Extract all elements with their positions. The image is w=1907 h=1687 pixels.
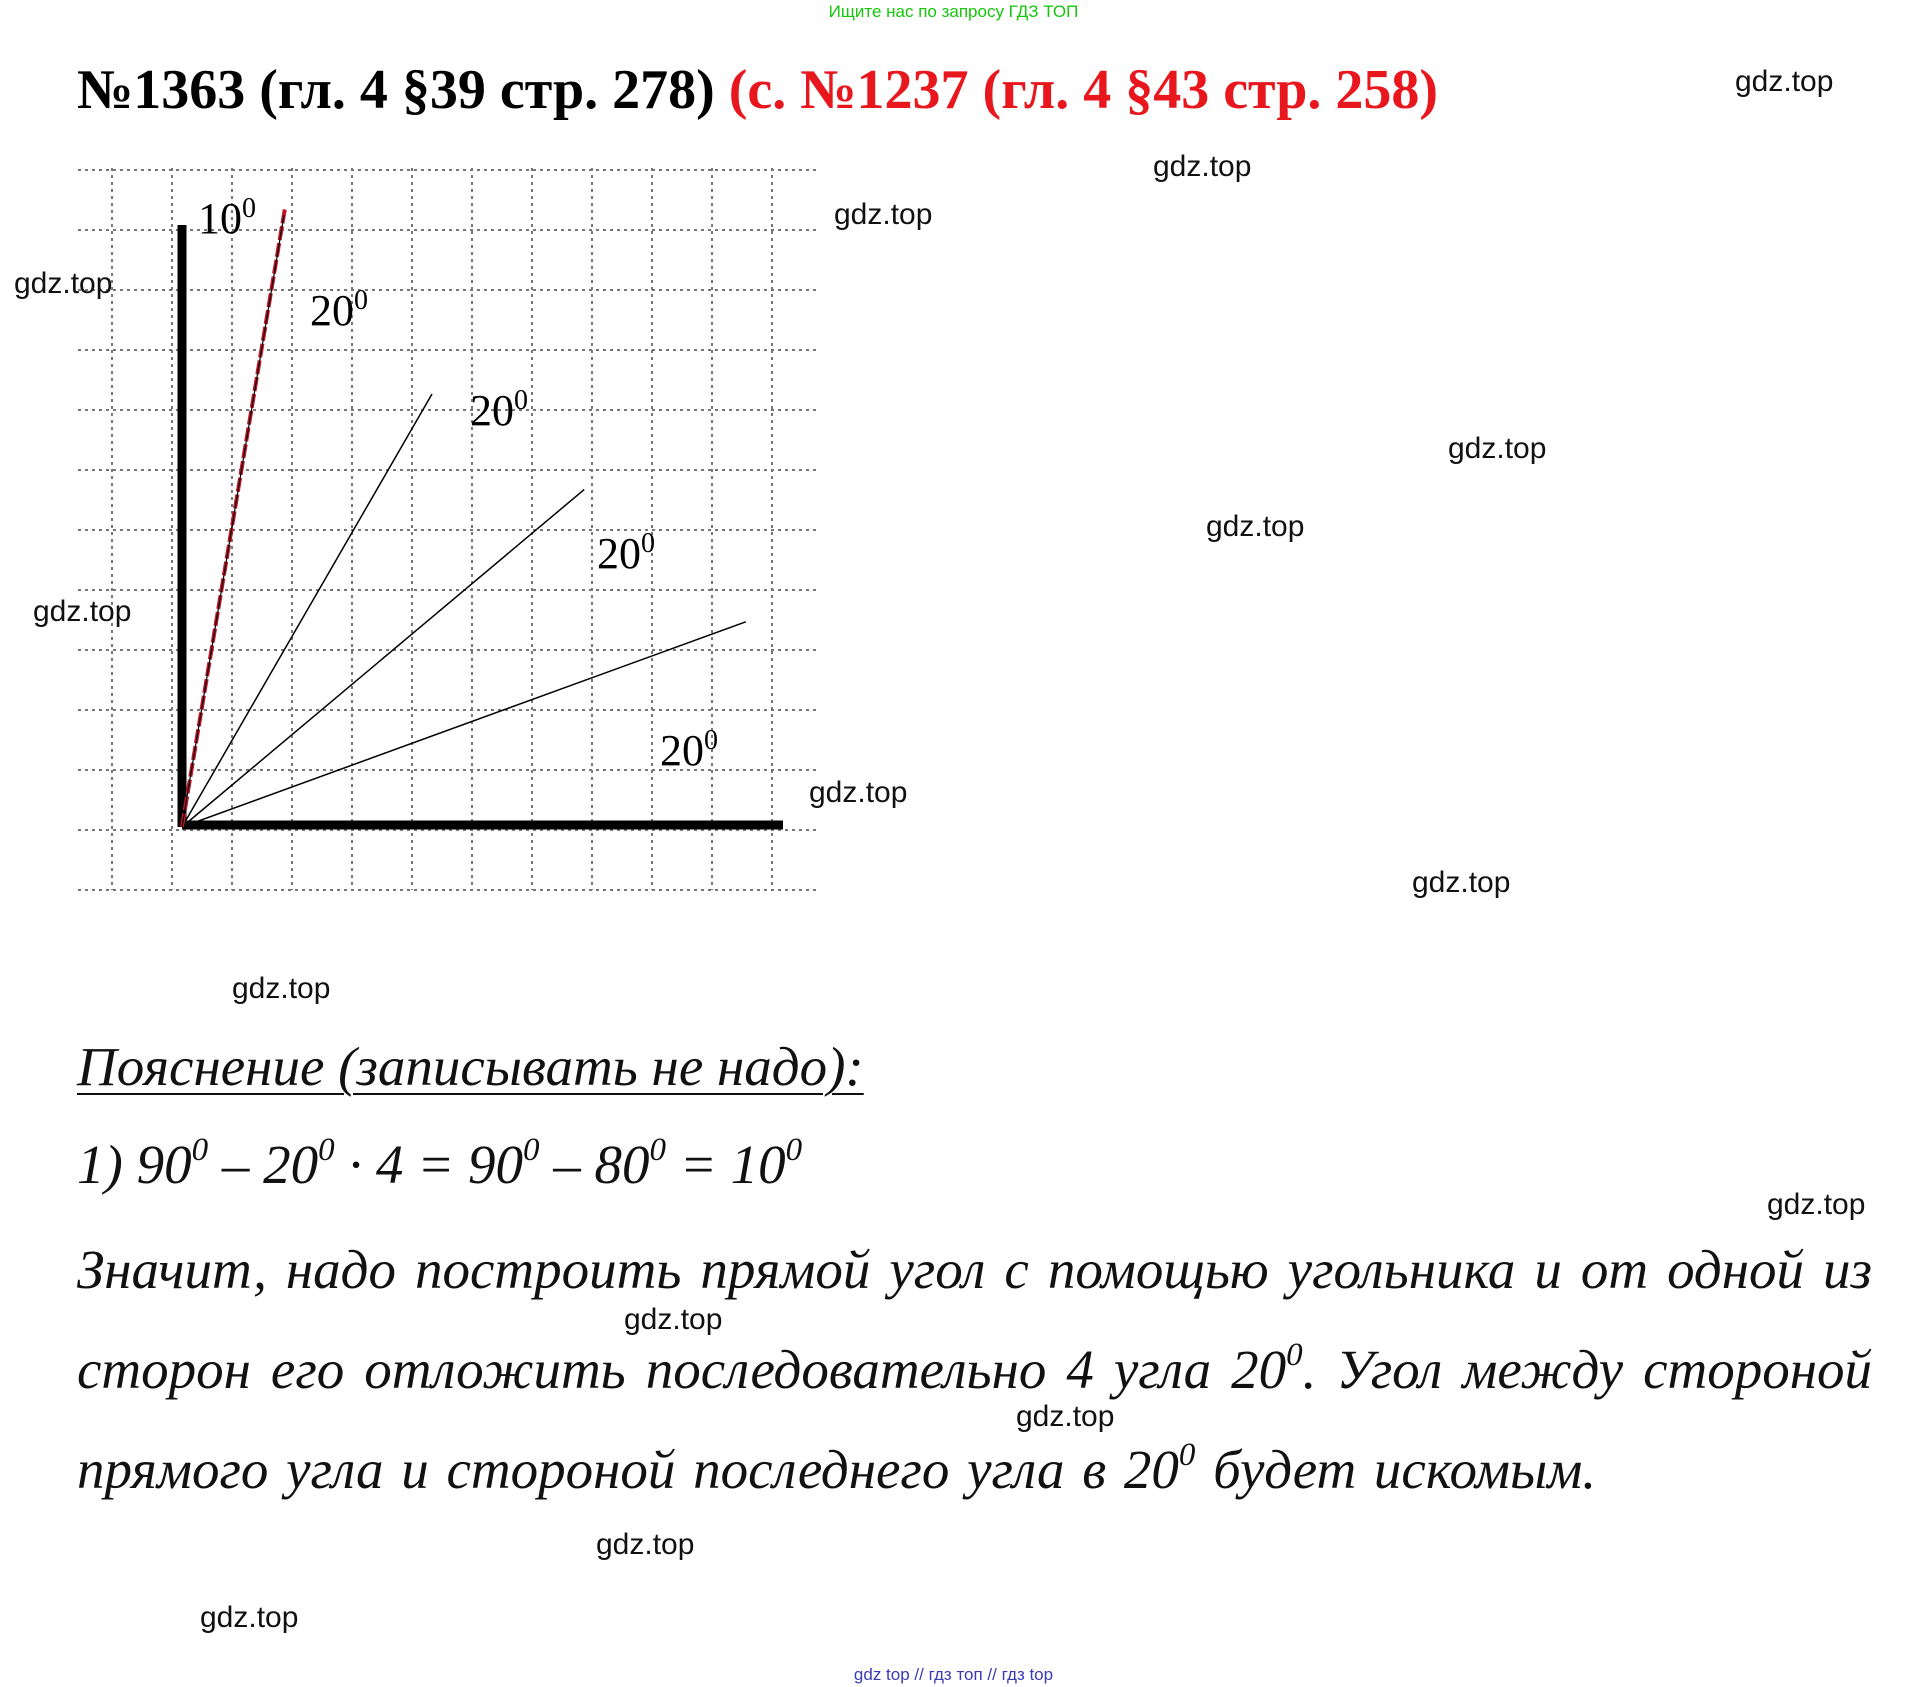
angle-label-20-b: $20^0$ <box>470 385 528 435</box>
ray-40-degree <box>182 490 584 827</box>
calculation-line: 1) $90^0 - 20^0 \cdot 4 = 90^0 - 80^0 = 10^0$ <box>77 1131 803 1195</box>
angle-construction-diagram <box>70 160 830 905</box>
watermark: gdz.top <box>1767 1188 1866 1221</box>
title-alt: (с. №1237 (гл. 4 §43 стр. 258) <box>728 59 1439 121</box>
explanation-heading: Пояснение (записывать не надо): <box>77 1036 864 1097</box>
watermark: gdz.top <box>596 1528 695 1561</box>
watermark: gdz.top <box>14 267 113 300</box>
watermark: gdz.top <box>200 1601 299 1634</box>
watermark: gdz.top <box>33 595 132 628</box>
angle-label-20-c: $20^0$ <box>597 528 655 578</box>
watermark: gdz.top <box>1412 866 1511 899</box>
search-hint-link[interactable]: Ищите нас по запросу ГДЗ ТОП <box>828 2 1079 21</box>
ray-20-degree <box>182 622 746 827</box>
watermark: gdz.top <box>809 776 908 809</box>
footer-links[interactable]: gdz top // гдз топ // гдз top <box>853 1665 1054 1684</box>
watermark: gdz.top <box>1735 65 1834 98</box>
page-title <box>77 58 1438 122</box>
angle-label-20-d: $20^0$ <box>660 725 718 775</box>
angle-label-10: $10^0$ <box>198 193 256 243</box>
watermark: gdz.top <box>624 1303 723 1336</box>
title-main: №1363 (гл. 4 §39 стр. 278) <box>77 59 715 121</box>
watermark: gdz.top <box>834 198 933 231</box>
watermark: gdz.top <box>232 972 331 1005</box>
watermark: gdz.top <box>1153 150 1252 183</box>
angle-label-20-a: $20^0$ <box>310 285 368 335</box>
explanation-paragraph: Значит, надо построить прямой угол с помощью угольника и от одной из сторон его отложить последовательно 4 угла $20^0$. Угол между стороной прямого угла и стороной последнего угла в $20^0$ будет искомым. <box>77 1239 1872 1500</box>
watermark: gdz.top <box>1016 1400 1115 1433</box>
watermark: gdz.top <box>1448 432 1547 465</box>
watermark: gdz.top <box>1206 510 1305 543</box>
ray-60-degree <box>182 394 432 827</box>
